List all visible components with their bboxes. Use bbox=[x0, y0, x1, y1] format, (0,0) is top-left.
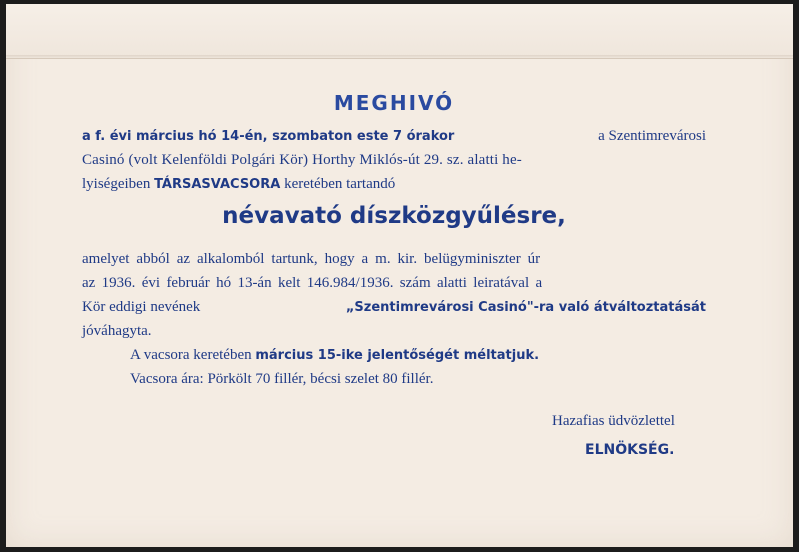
p1-line-2: Casinó (volt Kelenföldi Polgári Kör) Horthy Miklós-út 29. sz. alatti he- bbox=[82, 152, 522, 168]
p1-bold-datetime: a f. évi március hó 14-én, szombaton este 7 órakor bbox=[82, 129, 455, 144]
p2-line-1: amelyet abból az alkalomból tartunk, hogy a m. kir. belügyminiszter úr bbox=[82, 251, 541, 267]
p1-line-3 bbox=[82, 175, 706, 194]
signature: ELNÖKSÉG. bbox=[585, 442, 675, 458]
p3-a: A vacsora keretében bbox=[130, 347, 252, 363]
p2-bold-newname: „Szentimrevárosi Casinó"-ra való átváltoztatását bbox=[345, 300, 706, 315]
p1-bold-dinner: TÁRSASVACSORA bbox=[154, 177, 281, 192]
p2-line-3 bbox=[82, 298, 706, 317]
p1-line-3-b: keretében tartandó bbox=[284, 176, 396, 192]
p3-bold: március 15-ike jelentőségét méltatjuk. bbox=[255, 348, 540, 363]
p2-line-3-a: Kör eddigi nevének bbox=[82, 299, 201, 315]
invitation-card bbox=[6, 4, 793, 547]
p2-line-4: jóváhagyta. bbox=[82, 323, 152, 339]
p1-line-1 bbox=[82, 127, 706, 146]
p1-line-1-rest: a Szentimrevárosi bbox=[598, 128, 706, 144]
envelope-fold bbox=[6, 4, 793, 59]
p2-line-2: az 1936. évi február hó 13-án kelt 146.984/1936. szám alatti leiratával a bbox=[82, 275, 543, 291]
invitation-title: MEGHIVÓ bbox=[333, 91, 455, 115]
p4-price-line: Vacsora ára: Pörkölt 70 fillér, bécsi szelet 80 fillér. bbox=[130, 371, 434, 387]
closing: Hazafias üdvözlettel bbox=[552, 413, 675, 429]
headline: névavató díszközgyűlésre, bbox=[222, 203, 566, 229]
p1-line-3-a: lyiségeiben bbox=[82, 176, 151, 192]
p3-line bbox=[130, 346, 539, 365]
